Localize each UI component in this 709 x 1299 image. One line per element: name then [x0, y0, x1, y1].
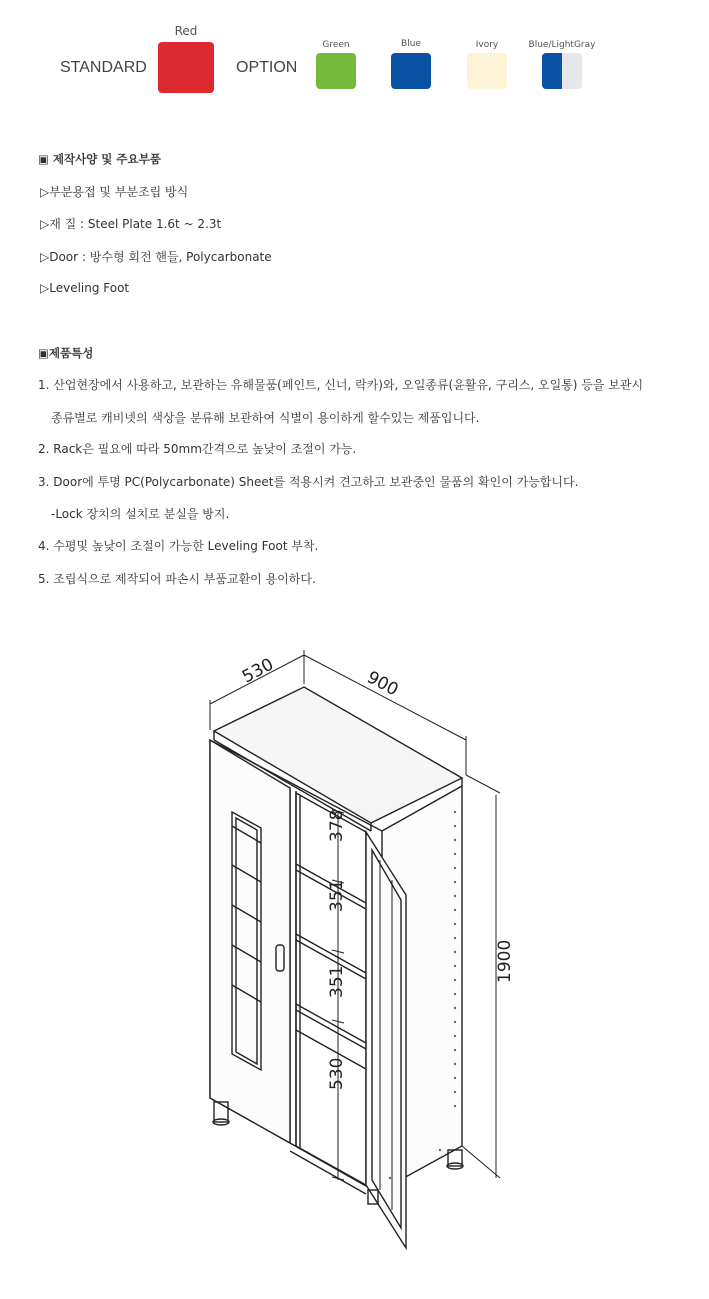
spec-title: ▣ 제작사양 및 주요부품 [38, 152, 161, 166]
swatch-name-red: Red [174, 24, 198, 38]
dim-shelf-4-label: 530 [327, 1057, 347, 1090]
standard-label: STANDARD [60, 59, 147, 76]
swatch-name-ivory: Ivory [475, 40, 499, 50]
spec-item-foot: ▷Leveling Foot [40, 281, 130, 295]
dim-height-label: 1900 [495, 939, 515, 983]
spec-item-material: ▷재 질 : Steel Plate 1.6t ~ 2.3t [40, 217, 222, 231]
feature-item-3-cont: -Lock 장치의 설치로 분실을 방지. [51, 507, 230, 521]
dim-depth-label: 530 [238, 654, 277, 688]
dim-shelf-2-label: 351 [327, 879, 347, 912]
feature-item-2: 2. Rack은 필요에 따라 50mm간격으로 높낮이 조절이 가능. [38, 442, 357, 456]
swatch-red[interactable] [158, 42, 214, 93]
dim-shelf-3-label: 351 [327, 965, 347, 998]
swatch-blue[interactable] [391, 53, 431, 89]
swatch-ivory[interactable] [467, 53, 507, 89]
swatch-name-blue: Blue [401, 39, 421, 49]
swatch-green[interactable] [316, 53, 356, 89]
feature-item-3: 3. Door에 투명 PC(Polycarbonate) Sheet를 적용시켜 견고하고 보관중인 물품의 확인이 가능합니다. [38, 475, 579, 489]
feature-item-1-cont: 종류별로 캐비넷의 색상을 분류해 보관하여 식별이 용이하게 할수있는 제품입니다. [51, 411, 480, 425]
swatch-name-blue-lightgray: Blue/LightGray [528, 40, 596, 50]
spec-item-door: ▷Door : 방수형 회전 핸들, Polycarbonate [40, 250, 272, 264]
swatch-blue-lightgray[interactable] [542, 53, 582, 89]
feature-item-4: 4. 수평및 높낮이 조절이 가능한 Leveling Foot 부착. [38, 539, 319, 553]
feature-item-1: 1. 산업현장에서 사용하고, 보관하는 유해물품(페인트, 신너, 락카)와, 오일종류(윤활유, 구리스, 오일통) 등을 보관시 [38, 378, 644, 392]
spec-item-welding: ▷부분용접 및 부분조립 방식 [40, 185, 189, 199]
option-label: OPTION [236, 59, 298, 76]
cabinet-drawing [0, 620, 709, 1299]
dim-width-label: 900 [363, 667, 402, 701]
dim-shelf-1-label: 378 [327, 809, 347, 842]
features-title: ▣제품특성 [38, 346, 94, 360]
feature-item-5: 5. 조립식으로 제작되어 파손시 부품교환이 용이하다. [38, 572, 316, 586]
swatch-name-green: Green [322, 40, 350, 50]
